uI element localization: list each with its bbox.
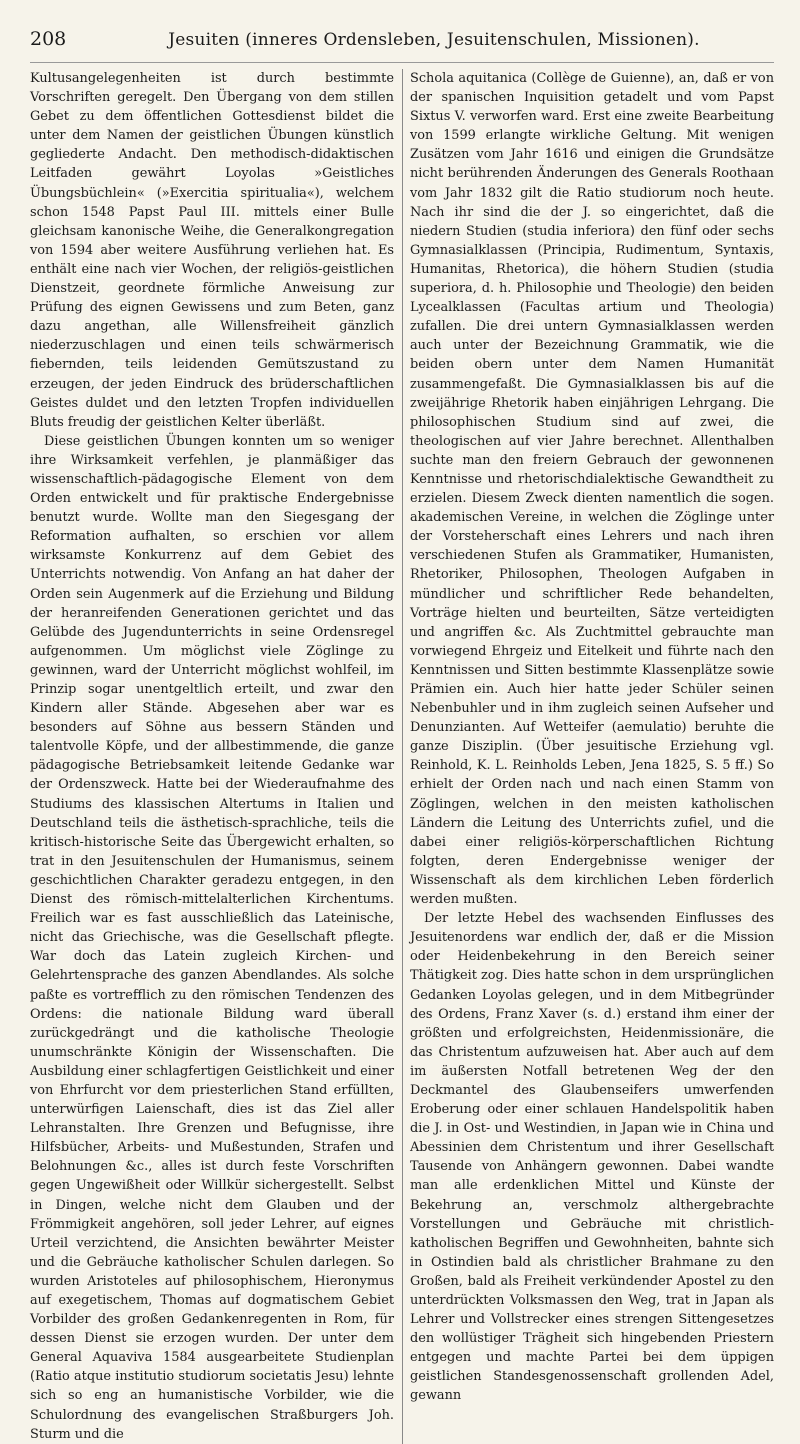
column-divider bbox=[402, 69, 403, 1444]
right-column bbox=[410, 69, 774, 1444]
paragraph: Schola aquitanica (Collège de Guienne), an, daß er von der spanischen Inquisition getadelt und vom Papst Sixtus V. verworfen ward. Erst eine zweite Bearbeitung von 1599 erlangte wirkliche Geltung. Mit wenigen Zusätzen vom Jahr 1616 und einigen die Grundsätze nicht berührenden Änderungen des Generals Roothaan vom Jahr 1832 gilt die Ratio studiorum noch heute. Nach ihr sind die der J. so eingerichtet, daß die niedern Studien (studia inferiora) den fünf oder sechs Gymnasialklassen (Principia, Rudimentum, Syntaxis, Humanitas, Rhetorica), die höhern Studien (studia superiora, d. h. Philosophie und Theologie) den beiden Lycealklassen (Facultas artium und Theologia) zufallen. Die drei untern Gymnasialklassen werden auch unter der Bezeichnung Grammatik, wie die beiden obern unter dem Namen Humanität zusammengefaßt. Die Gymnasialklassen bis auf die zweijährige Rhetorik haben einjährigen Lehrgang. Die philosophischen Studium sind auf zwei, die theologischen auf vier Jahre berechnet. Allenthalben suchte man den freiern Gebrauch der gewonnenen Kenntnisse und rhetorischdialektische Gewandtheit zu erzielen. Diesem Zweck dienten namentlich die sogen. akademischen Vereine, in welchen die Zöglinge unter der Vorsteherschaft eines Lehrers und nach ihren verschiedenen Stufen als Grammatiker, Humanisten, Rhetoriker, Philosophen, Theologen Aufgaben in mündlicher und schriftlicher Rede behandelten, Vorträge hielten und beurteilten, Sätze verteidigten und angriffen &c. Als Zuchtmittel gebrauchte man vorwiegend Ehrgeiz und Eitelkeit und führte nach den Kenntnissen und Sitten bestimmte Klassenplätze sowie Prämien ein. Auch hier hatte jeder Schüler seinen Nebenbuhler und in ihm zugleich seinen Aufseher und Denunzianten. Auf Wetteifer (aemulatio) beruhte die ganze Disziplin. (Über jesuitische Erziehung vgl. Reinhold, K. L. Reinholds Leben, Jena 1825, S. 5 ff.) So erhielt der Orden nach und nach einen Stamm von Zöglingen, welchen in den meisten katholischen Ländern die Leitung des Unterrichts zufiel, und die dabei einer religiös-körperschaftlichen Richtung folgten, deren Endergebnisse weniger der Wissenschaft als dem kirchlichen Leben förderlich werden mußten. bbox=[410, 71, 774, 908]
left-column bbox=[30, 69, 394, 1444]
paragraph: Der letzte Hebel des wachsenden Einflusses des Jesuitenordens war endlich der, daß er die Mission oder Heidenbekehrung in den Bereich seiner Thätigkeit zog. Dies hatte schon in dem ursprünglichen Gedanken Loyolas gelegen, und in dem Mitbegründer des Ordens, Franz Xaver (s. d.) erstand ihm einer der größten und erfolgreichsten, Heidenmissionäre, die das Christentum aufzuweisen hat. Aber auch auf dem im äußersten Notfall betretenen Weg der den Deckmantel des Glaubenseifers umwerfenden Eroberung oder einer schlauen Handelspolitik haben die J. in Ost- und Westindien, in Japan wie in China und Abessinien dem Christentum und ihrer Gesellschaft Tausende von Anhängern gewonnen. Dabei wandte man alle erdenklichen Mittel und Künste der Bekehrung an, verschmolz althergebrachte Vorstellungen und Gebräuche mit christlich-katholischen Begriffen und Gewohnheiten, bahnte sich in Ostindien bald als christlicher Brahmane zu den Großen, bald als Freiheit verkündender Apostel zu den unterdrückten Volksmassen den Weg, trat in Japan als Lehrer und Vollstrecker eines strengen Sittengesetzes den wollüstiger Trägheit sich hingebenden Priestern entgegen und machte Partei bei dem üppigen geistlichen Standesgenossenschaft grollenden Adel, gewann bbox=[410, 911, 774, 1404]
page-number: 208 bbox=[30, 28, 67, 50]
page-header bbox=[30, 28, 774, 63]
running-head: Jesuiten (inneres Ordensleben, Jesuitenschulen, Missionen). bbox=[168, 30, 700, 50]
paragraph: Diese geistlichen Übungen konnten um so weniger ihre Wirksamkeit verfehlen, je planmäßiger das wissenschaftlich-pädagogische Element von dem Orden entwickelt und für praktische Endergebnisse benutzt wurde. Wollte man den Siegesgang der Reformation aufhalten, so erschien vor allem wirksamste Konkurrenz auf dem Gebiet des Unterrichts notwendig. Von Anfang an hat daher der Orden sein Augenmerk auf die Erziehung und Bildung der heranreifenden Generationen gerichtet und das Gelübde des Jugendunterrichts in seine Ordensregel aufgenommen. Um möglichst viele Zöglinge zu gewinnen, ward der Unterricht möglichst wohlfeil, im Prinzip sogar unentgeltlich erteilt, und zwar den Kindern aller Stände. Abgesehen aber war es besonders auf Söhne aus bessern Ständen und talentvolle Köpfe, und der allbestimmende, die ganze pädagogische Betriebsamkeit leitende Gedanke war der Ordenszweck. Hatte bei der Wiederaufnahme des Studiums des klassischen Altertums in Italien und Deutschland teils die ästhetisch-sprachliche, teils die kritisch-historische Seite das Übergewicht erhalten, so trat in den Jesuitenschulen der Humanismus, seinem geschichtlichen Charakter geradezu entgegen, in den Dienst des römisch-mittelalterlichen Kirchentums. Freilich war es fast ausschließlich das Lateinische, nicht das Griechische, was die Gesellschaft pflegte. War doch das Latein zugleich Kirchen- und Gelehrtensprache des ganzen Abendlandes. Als solche paßte es vortrefflich zu den römischen Tendenzen des Ordens: die nationale Bildung ward überall zurückgedrängt und die katholische Theologie unumschränkte Königin der Wissenschaften. Die Ausbildung einer schlagfertigen Geistlichkeit und einer von Ehrfurcht vor dem priesterlichen Stand erfüllten, unterwürfigen Laienschaft, dies ist das Ziel aller Lehranstalten. Ihre Grenzen und Befugnisse, ihre Hilfsbücher, Arbeits- und Mußestunden, Strafen und Belohnungen &c., alles ist durch feste Vorschriften gegen Ungewißheit oder Willkür sichergestellt. Selbst in Dingen, welche nicht dem Glauben und der Frömmigkeit angehören, soll jeder Lehrer, auf eignes Urteil verzichtend, die Ansichten bewährter Meister und die Gebräuche katholischer Schulen darlegen. So wurden Aristoteles auf philosophischem, Hieronymus auf exegetischem, Thomas auf dogmatischem Gebiet Vorbilder des großen Gedankenregenten in Rom, für dessen Dienst sie erzogen wurden. Der unter dem General Aquaviva 1584 ausgearbeitete Studienplan (Ratio atque institutio studiorum societatis Jesu) lehnte sich so eng an humanistische Vorbilder, wie die Schulordnung des evangelischen Straßburgers Joh. Sturm und die bbox=[30, 433, 394, 1442]
text-columns bbox=[30, 69, 774, 1444]
paragraph: Kultusangelegenheiten ist durch bestimmte Vorschriften geregelt. Den Übergang von dem stillen Gebet zu dem öffentlichen Gottesdienst bildet die unter dem Namen der geistlichen Übungen künstlich gegliederte Andacht. Den methodisch-didaktischen Leitfaden gewährt Loyolas »Geistliches Übungsbüchlein« (»Exercitia spiritualia«), welchem schon 1548 Papst Paul III. mittels einer Bulle gleichsam kanonische Weihe, die Generalkongregation von 1594 aber weitere Ausführung verliehen hat. Es enthält eine nach vier Wochen, der religiös-geistlichen Dienstzeit, geordnete förmliche Anweisung zur Prüfung des eignen Gewissens und zum Beten, ganz dazu angethan, alle Willensfreiheit gänzlich niederzuschlagen und einen teils schwärmerisch fiebernden, teils leidenden Gemütszustand zu erzeugen, der jeden Eindruck des brüderschaftlichen Geistes duldet und den letzten Tropfen individuellen Bluts freudig der geistlichen Kelter überläßt. bbox=[30, 71, 394, 430]
